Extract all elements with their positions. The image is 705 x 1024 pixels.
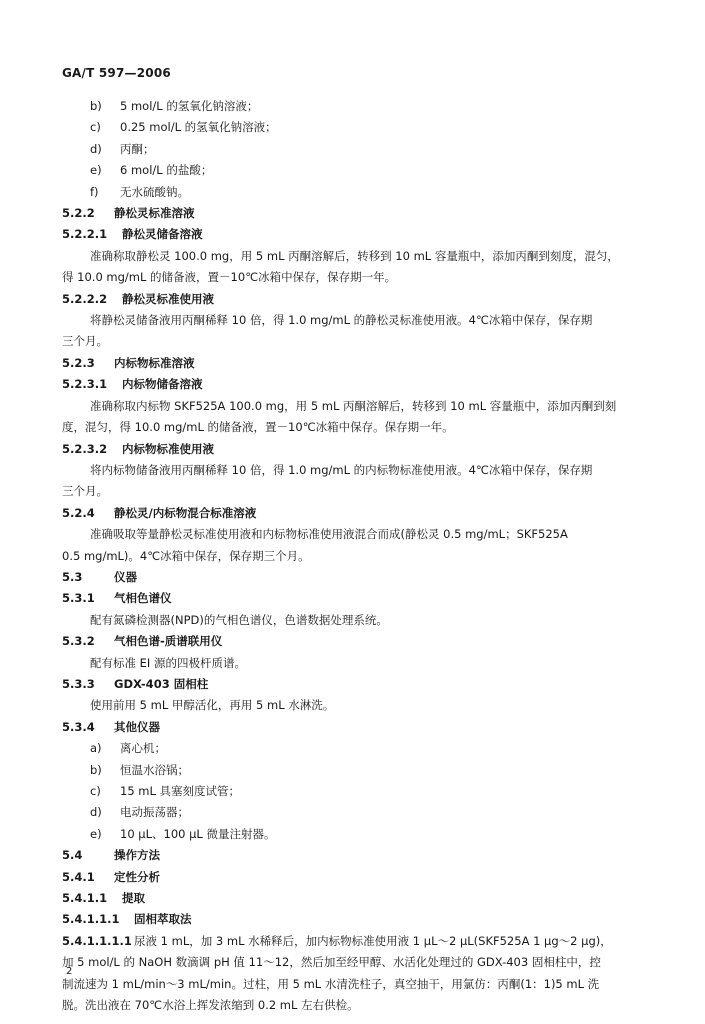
paragraph-line: 度，混匀，得 10.0 mg/mL 的储备液，置－10℃冰箱中保存。保存期一年。 xyxy=(62,420,454,435)
paragraph-line: 将静松灵储备液用丙酮稀释 10 倍，得 1.0 mg/mL 的静松灵标准使用液。4℃冰箱中保存，保存期 xyxy=(90,313,593,328)
paragraph-line: 配有标准 EI 源的四极杆质谱。 xyxy=(90,655,246,670)
paragraph-line: 准确吸取等量静松灵标准使用液和内标物标准使用液混合而成(静松灵 0.5 mg/mL；SKF525A xyxy=(90,527,568,542)
paragraph-line: 加 5 mol/L 的 NaOH 数滴调 pH 值 11～12，然后加至经甲醇、水活化处理过的 GDX-403 固相柱中，控 xyxy=(62,955,601,970)
paragraph-line: 脱。洗出液在 70℃水浴上挥发浓缩到 0.2 mL 左右供检。 xyxy=(62,998,359,1013)
section-heading-5-3: 5.3 仪器 xyxy=(62,569,137,584)
list-item: e) 10 μL、100 μL 微量注射器。 xyxy=(90,826,276,841)
paragraph-line: 制流速为 1 mL/min～3 mL/min。过柱，用 5 mL 水清洗柱子，真空抽干，用氯仿：丙酮(1：1)5 mL 洗 xyxy=(62,976,600,991)
standard-number: GA/T 597—2006 xyxy=(62,66,171,80)
list-item: b) 5 mol/L 的氢氧化钠溶液； xyxy=(90,99,259,113)
section-heading-5-3-2: 5.3.2 气相色谱-质谱联用仪 xyxy=(62,634,223,649)
list-item: a) 离心机； xyxy=(90,741,166,756)
section-heading-5-2-4: 5.2.4 静松灵/内标物混合标准溶液 xyxy=(62,505,257,520)
paragraph-line: 准确称取内标物 SKF525A 100.0 mg，用 5 mL 丙酮溶解后，转移到 10 mL 容量瓶中，添加丙酮到刻 xyxy=(90,398,617,413)
section-heading-5-2-2-2: 5.2.2.2 静松灵标准使用液 xyxy=(62,291,214,306)
paragraph-line: 0.5 mg/mL)。4℃冰箱中保存，保存期三个月。 xyxy=(62,548,310,563)
paragraph-line: 将内标物储备液用丙酮稀释 10 倍，得 1.0 mg/mL 的内标物标准使用液。4℃冰箱中保存，保存期 xyxy=(90,462,593,477)
section-heading-5-3-1: 5.3.1 气相色谱仪 xyxy=(62,591,172,606)
section-number-5-4-1-1-1-1: 5.4.1.1.1.1 xyxy=(62,933,132,948)
list-item: b) 恒温水浴锅； xyxy=(90,762,189,777)
list-item: d) 电动振荡器； xyxy=(90,805,189,820)
section-heading-5-4: 5.4 操作方法 xyxy=(62,848,160,863)
paragraph-line: 得 10.0 mg/mL 的储备液，置－10℃冰箱中保存，保存期一年。 xyxy=(62,270,397,285)
section-heading-5-2-3: 5.2.3 内标物标准溶液 xyxy=(62,355,195,370)
list-item: c) 0.25 mol/L 的氢氧化钠溶液； xyxy=(90,120,277,135)
reagent-list xyxy=(62,96,662,203)
section-heading-5-2-3-2: 5.2.3.2 内标物标准使用液 xyxy=(62,441,214,456)
list-item: e) 6 mol/L 的盐酸； xyxy=(90,163,213,178)
paragraph-line: 三个月。 xyxy=(62,334,108,349)
section-heading-5-2-2-1: 5.2.2.1 静松灵储备溶液 xyxy=(62,227,203,242)
instrument-list xyxy=(62,738,662,845)
section-heading-5-4-1-1-1: 5.4.1.1.1 固相萃取法 xyxy=(62,912,192,927)
list-item: f) 无水硫酸钠。 xyxy=(90,184,189,199)
section-heading-5-3-3: 5.3.3 GDX-403 固相柱 xyxy=(62,676,209,691)
paragraph-line: 三个月。 xyxy=(62,484,108,499)
paragraph-line: 配有氮磷检测器(NPD)的气相色谱仪，色谱数据处理系统。 xyxy=(90,612,388,627)
document-body xyxy=(62,96,662,1016)
section-heading-5-4-1-1: 5.4.1.1 提取 xyxy=(62,891,145,906)
paragraph-line: 使用前用 5 mL 甲醇活化，再用 5 mL 水淋洗。 xyxy=(90,698,335,713)
list-item: c) 15 mL 具塞刻度试管； xyxy=(90,784,241,798)
section-heading-5-3-4: 5.3.4 其他仪器 xyxy=(62,719,160,734)
list-item: d) 丙酮； xyxy=(90,141,155,156)
section-heading-5-4-1: 5.4.1 定性分析 xyxy=(62,869,160,884)
section-heading-5-2-2: 5.2.2 静松灵标准溶液 xyxy=(62,206,195,221)
paragraph-line: 准确称取静松灵 100.0 mg，用 5 mL 丙酮溶解后，转移到 10 mL 容量瓶中，添加丙酮到刻度，混匀， xyxy=(90,248,619,263)
section-heading-5-2-3-1: 5.2.3.1 内标物储备溶液 xyxy=(62,377,203,392)
page-number: 2 xyxy=(66,966,73,977)
paragraph-line: 5.4.1.1.1.1 尿液 1 mL，加 3 mL 水稀释后，加内标物标准使用液 1 μL～2 μL(SKF525A 1 μg～2 μg)， xyxy=(62,931,662,952)
